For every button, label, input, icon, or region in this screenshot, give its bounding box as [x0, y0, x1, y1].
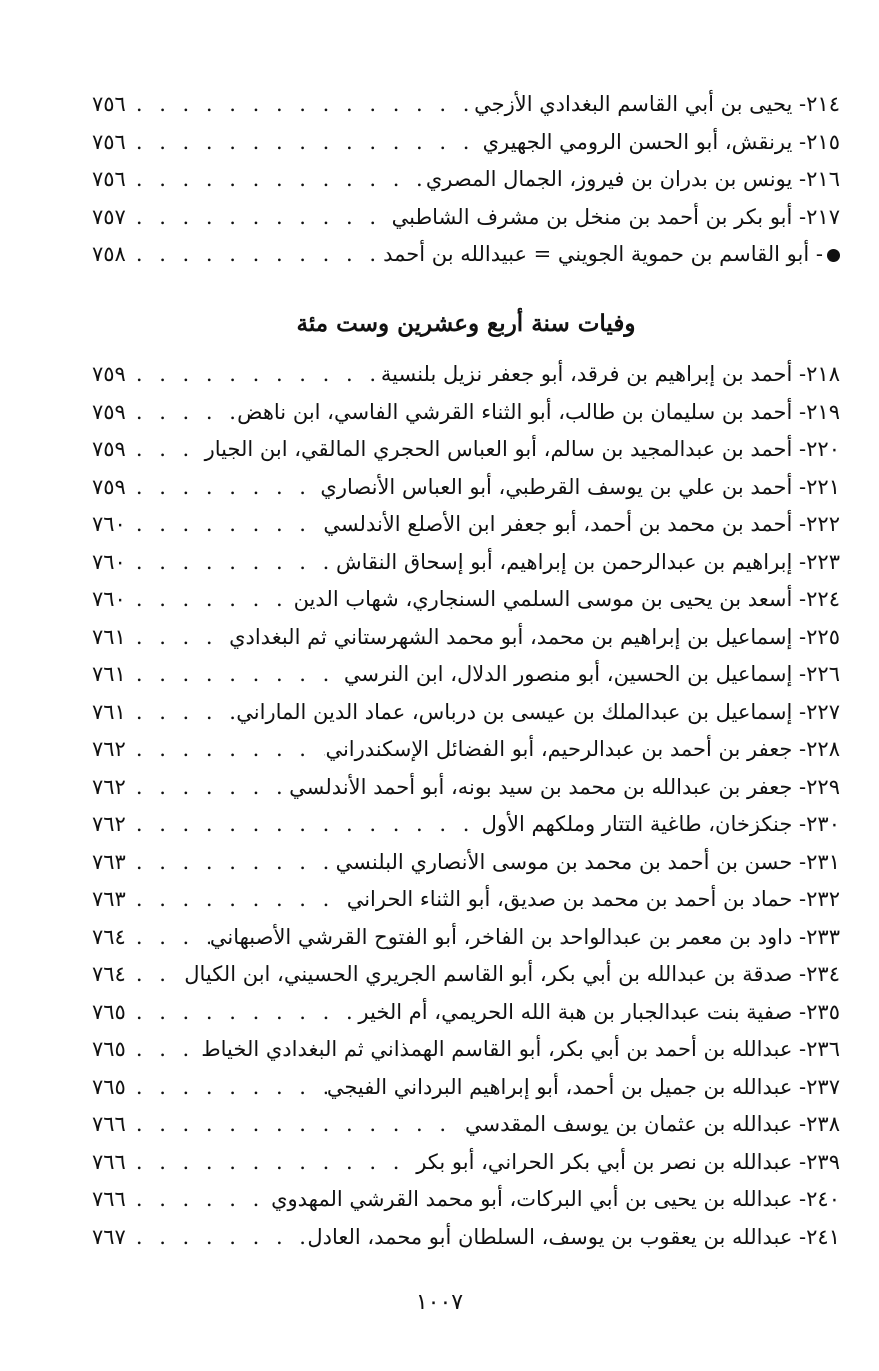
leader-dots — [126, 619, 229, 657]
leader-dots — [126, 86, 474, 124]
entry-number: ٢١٩- — [799, 399, 840, 424]
entry-page-number: ٧٦٦ — [92, 1149, 126, 1174]
entry-title — [294, 581, 840, 619]
entry-text: أحمد بن سليمان بن طالب، أبو الثناء القرشي الفاسي، ابن ناهض — [237, 399, 793, 424]
entry-title — [483, 124, 840, 162]
entry-text: عبدالله بن أحمد بن أبي بكر، أبو القاسم الهمذاني ثم البغدادي الخياط — [201, 1037, 793, 1061]
entry-text: حماد بن أحمد بن محمد بن صديق، أبو الثناء الحراني — [346, 887, 793, 911]
index-entry — [92, 1219, 840, 1257]
entry-page-number: ٧٦١ — [92, 624, 126, 649]
entry-number: ٢٤٠- — [799, 1187, 840, 1211]
entry-page-number: ٧٦٦ — [92, 1112, 126, 1136]
entry-title — [426, 161, 840, 199]
page-number: ١٠٠٧ — [415, 1290, 464, 1315]
entry-number: - — [815, 242, 823, 266]
entry-page-number: ٧٦٦ — [92, 1187, 126, 1211]
index-entry — [92, 806, 840, 844]
entry-number: ٢٢٥- — [799, 624, 840, 649]
entry-text: أحمد بن عبدالمجيد بن سالم، أبو العباس الحجري المالقي، ابن الجيار — [204, 437, 793, 461]
entry-text: أبو بكر بن أحمد بن منخل بن مشرف الشاطبي — [391, 204, 793, 229]
entry-number: ٢٢١- — [799, 474, 840, 499]
entry-title — [210, 919, 840, 957]
entry-text: يونس بن بدران بن فيروز، الجمال المصري — [425, 167, 793, 191]
entry-title — [465, 1106, 840, 1144]
index-entry — [92, 694, 840, 732]
entry-number: ٢٣٥- — [799, 999, 840, 1024]
entry-text: أحمد بن إبراهيم بن فرقد، أبو جعفر نزيل بلنسية — [380, 362, 793, 386]
entry-page-number: ٧٦٢ — [92, 737, 126, 761]
leader-dots — [126, 1106, 465, 1144]
index-entry — [92, 731, 840, 769]
index-entry — [92, 656, 840, 694]
entry-page-number: ٧٥٦ — [92, 129, 126, 154]
entry-number: ٢٤١- — [799, 1224, 840, 1249]
entry-text: جنكزخان، طاغية التتار وملكهم الأول — [481, 812, 793, 836]
entry-page-number: ٧٦٥ — [92, 999, 126, 1024]
index-entry — [92, 161, 840, 199]
index-entry — [92, 544, 840, 582]
entry-page-number: ٧٥٦ — [92, 167, 126, 191]
entry-page-number: ٧٦٣ — [92, 849, 126, 874]
index-entry — [92, 881, 840, 919]
leader-dots — [126, 1181, 271, 1219]
entry-title — [482, 806, 840, 844]
index-entry — [92, 919, 840, 957]
entry-text: داود بن معمر بن عبدالواحد بن الفاخر، أبو الفتوح القرشي الأصبهاني — [209, 924, 793, 949]
index-entry — [92, 506, 840, 544]
index-entry — [92, 769, 840, 807]
entry-text: صدقة بن عبدالله بن أبي بكر، أبو القاسم الجريري الحسيني، ابن الكيال — [184, 962, 793, 986]
entry-text: حسن بن أحمد بن محمد بن موسى الأنصاري البلنسي — [335, 849, 793, 874]
index-entry — [92, 236, 840, 274]
entry-text: عبدالله بن جميل بن أحمد، أبو إبراهيم البرداني الفيجي — [326, 1074, 793, 1099]
index-entry — [92, 844, 840, 882]
entry-text: يرنقش، أبو الحسن الرومي الجهيري — [482, 129, 793, 154]
entry-text: صفية بنت عبدالجبار بن هبة الله الحريمي، أم الخير — [358, 999, 793, 1024]
entry-number: ٢٢٧- — [799, 699, 840, 724]
entry-text: إبراهيم بن عبدالرحمن بن إبراهيم، أبو إسحاق النقاش — [335, 549, 793, 574]
entry-title — [323, 506, 840, 544]
entry-page-number: ٧٥٦ — [92, 92, 126, 116]
index-entry — [92, 124, 840, 162]
leader-dots — [126, 919, 210, 957]
leader-dots — [126, 161, 426, 199]
entry-page-number: ٧٦٥ — [92, 1074, 126, 1099]
entry-text: إسماعيل بن إبراهيم بن محمد، أبو محمد الشهرستاني ثم البغدادي — [229, 624, 793, 649]
entry-number: ٢١٥- — [799, 129, 840, 154]
leader-dots — [126, 994, 359, 1032]
entry-title — [416, 1144, 840, 1182]
entry-title — [474, 86, 840, 124]
entry-page-number: ٧٥٩ — [92, 399, 126, 424]
entry-title — [236, 694, 840, 732]
entry-page-number: ٧٦٢ — [92, 812, 126, 836]
entry-number: ٢١٦- — [799, 167, 840, 191]
entry-page-number: ٧٦٠ — [92, 587, 126, 611]
entry-title — [336, 844, 840, 882]
entry-text: عبدالله بن يحيى بن أبي البركات، أبو محمد القرشي المهدوي — [271, 1187, 793, 1211]
leader-dots — [126, 469, 321, 507]
entry-number: ٢٢٢- — [799, 512, 840, 536]
index-entry — [92, 1181, 840, 1219]
index-entry — [92, 619, 840, 657]
entry-number: ٢١٨- — [799, 362, 840, 386]
entry-page-number: ٧٦٣ — [92, 887, 126, 911]
entry-number: ٢٣٢- — [799, 887, 840, 911]
entry-page-number: ٧٥٧ — [92, 204, 126, 229]
entry-page-number: ٧٥٨ — [92, 242, 126, 266]
entry-text: إسماعيل بن عبدالملك بن عيسى بن درباس، عماد الدين الماراني — [236, 699, 793, 724]
entry-number: ٢١٤- — [799, 92, 840, 116]
leader-dots — [126, 844, 336, 882]
entry-text: عبدالله بن عثمان بن يوسف المقدسي — [465, 1112, 793, 1136]
index-list-top — [92, 86, 840, 274]
entry-text: عبدالله بن يعقوب بن يوسف، السلطان أبو محمد، العادل — [307, 1224, 793, 1249]
leader-dots — [126, 506, 323, 544]
index-entry — [92, 1144, 840, 1182]
entry-number: ٢١٧- — [799, 204, 840, 229]
entry-page-number: ٧٥٩ — [92, 362, 126, 386]
entry-page-number: ٧٦٠ — [92, 512, 126, 536]
leader-dots — [126, 656, 344, 694]
index-entry — [92, 394, 840, 432]
leader-dots — [126, 806, 482, 844]
entry-number: ٢٣٣- — [799, 924, 840, 949]
leader-dots — [126, 544, 336, 582]
entry-number: ٢٣٠- — [799, 812, 840, 836]
leader-dots — [126, 1069, 327, 1107]
leader-dots — [126, 769, 289, 807]
index-entry — [92, 199, 840, 237]
entry-title — [383, 236, 840, 274]
entry-number: ٢٢٤- — [799, 587, 840, 611]
leader-dots — [126, 199, 392, 237]
leader-dots — [126, 694, 236, 732]
entry-title — [201, 1031, 840, 1069]
bullet-icon — [827, 249, 840, 262]
entry-number: ٢٢٣- — [799, 549, 840, 574]
index-entry — [92, 581, 840, 619]
entry-number: ٢٢٠- — [799, 437, 840, 461]
entry-text: عبدالله بن نصر بن أبي بكر الحراني، أبو بكر — [416, 1149, 793, 1174]
entry-number: ٢٣٤- — [799, 962, 840, 986]
entry-title — [271, 1181, 840, 1219]
entry-title — [320, 469, 840, 507]
entry-title — [327, 1069, 840, 1107]
entry-text: أحمد بن علي بن يوسف القرطبي، أبو العباس الأنصاري — [320, 474, 793, 499]
entry-number: ٢٣٦- — [799, 1037, 840, 1061]
entry-title — [289, 769, 840, 807]
entry-page-number: ٧٦٢ — [92, 774, 126, 799]
entry-number: ٢٢٩- — [799, 774, 840, 799]
index-entry — [92, 1031, 840, 1069]
entry-number: ٢٣٧- — [799, 1074, 840, 1099]
section-title: وفيات سنة أربع وعشرين وست مئة — [296, 310, 636, 337]
index-entry — [92, 356, 840, 394]
leader-dots — [126, 1219, 307, 1257]
entry-number: ٢٣١- — [799, 849, 840, 874]
leader-dots — [126, 581, 294, 619]
index-entry — [92, 1106, 840, 1144]
leader-dots — [126, 356, 381, 394]
leader-dots — [126, 1144, 416, 1182]
index-entry — [92, 956, 840, 994]
leader-dots — [126, 956, 184, 994]
leader-dots — [126, 394, 237, 432]
leader-dots — [126, 124, 483, 162]
entry-number: ٢٢٨- — [799, 737, 840, 761]
entry-title — [325, 731, 840, 769]
entry-page-number: ٧٦٤ — [92, 962, 126, 986]
entry-number: ٢٣٩- — [799, 1149, 840, 1174]
index-entry — [92, 469, 840, 507]
entry-title — [336, 544, 840, 582]
index-entry — [92, 1069, 840, 1107]
entry-text: يحيى بن أبي القاسم البغدادي الأزجي — [474, 92, 793, 116]
index-entry — [92, 431, 840, 469]
entry-title — [205, 431, 840, 469]
entry-page-number: ٧٥٩ — [92, 437, 126, 461]
entry-page-number: ٧٦١ — [92, 662, 126, 686]
leader-dots — [126, 236, 383, 274]
entry-title — [307, 1219, 840, 1257]
entry-title — [381, 356, 840, 394]
leader-dots — [126, 731, 326, 769]
entry-title — [184, 956, 840, 994]
entry-text: إسماعيل بن الحسين، أبو منصور الدلال، ابن النرسي — [343, 662, 793, 686]
entry-text: أسعد بن يحيى بن موسى السلمي السنجاري، شهاب الدين — [293, 587, 793, 611]
entry-title — [347, 881, 840, 919]
entry-title — [392, 199, 840, 237]
index-list-main — [92, 356, 840, 1256]
entry-text: أحمد بن محمد بن أحمد، أبو جعفر ابن الأصلع الأندلسي — [323, 512, 793, 536]
entry-page-number: ٧٦٥ — [92, 1037, 126, 1061]
entry-page-number: ٧٥٩ — [92, 474, 126, 499]
entry-title — [358, 994, 840, 1032]
entry-number: ٢٣٨- — [799, 1112, 840, 1136]
entry-title — [344, 656, 840, 694]
entry-page-number: ٧٦٧ — [92, 1224, 126, 1249]
entry-title — [237, 394, 840, 432]
entry-text: جعفر بن أحمد بن عبدالرحيم، أبو الفضائل الإسكندراني — [325, 737, 793, 761]
entry-text: أبو القاسم بن حموية الجويني = عبيدالله بن أحمد — [383, 242, 810, 266]
entry-page-number: ٧٦٤ — [92, 924, 126, 949]
entry-page-number: ٧٦١ — [92, 699, 126, 724]
entry-page-number: ٧٦٠ — [92, 549, 126, 574]
leader-dots — [126, 881, 347, 919]
entry-text: جعفر بن عبدالله بن محمد بن سيد بونه، أبو أحمد الأندلسي — [289, 774, 793, 799]
entry-title — [229, 619, 840, 657]
index-entry — [92, 994, 840, 1032]
leader-dots — [126, 431, 205, 469]
leader-dots — [126, 1031, 201, 1069]
entry-number: ٢٢٦- — [799, 662, 840, 686]
index-entry — [92, 86, 840, 124]
